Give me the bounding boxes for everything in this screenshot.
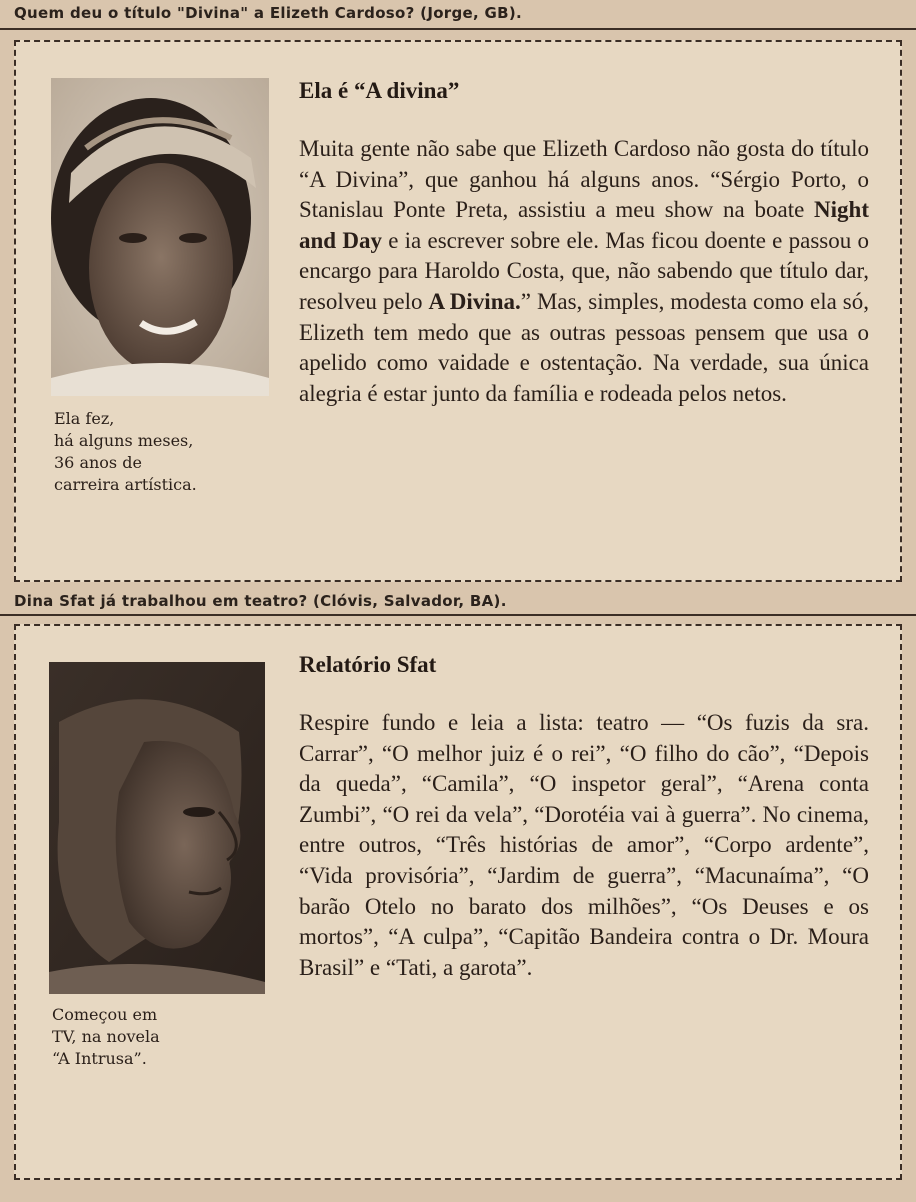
- question-2: Dina Sfat já trabalhou em teatro? (Clóvis, Salvador, BA).: [14, 592, 507, 610]
- body-text: e ia escrever sobre ele. Mas ficou doente e passou o encargo para Haroldo Costa, que, não sabendo que título dar, resolveu pelo: [299, 227, 869, 314]
- photo-dina-sfat: [49, 662, 265, 994]
- article-body-1: [299, 134, 869, 409]
- answer-box-2: [14, 624, 902, 1180]
- photo-caption-2: [52, 1004, 272, 1070]
- body-bold-text: Night and Day: [299, 197, 869, 253]
- divider-rule: [0, 28, 916, 30]
- article-title-2: Relatório Sfat: [299, 652, 437, 677]
- article-body-2: Respire fundo e leia a lista: teatro — “Os fuzis da sra. Carrar”, “O melhor juiz é o rei”, “O filho do cão”, “Depois da queda”, “Camila”, “O inspetor geral”, “Arena conta Zumbi”, “O rei da vela”, “Dorotéia vai à guerra”. No cinema, entre outros, “Três histórias de amor”, “Corpo ardente”, “Vida provisória”, “Jardim de guerra”, “Macunaíma”, “O barão Otelo no barato dos milhões”, “Os Deuses e os mortos”, “A culpa”, “Capitão Bandeira contra o Dr. Moura Brasil” e “Tati, a garota”.: [299, 710, 869, 980]
- photo-elizeth-cardoso: [51, 78, 269, 396]
- body-bold-text: A Divina.: [428, 288, 521, 314]
- caption-text: Começou em TV, na novela “A Intrusa”.: [52, 1005, 160, 1068]
- article-title-1: Ela é “A divina”: [299, 78, 460, 103]
- question-1: Quem deu o título "Divina" a Elizeth Cardoso? (Jorge, GB).: [14, 4, 523, 22]
- body-text: Muita gente não sabe que Elizeth Cardoso não gosta do título “A Divina”, que ganhou há alguns anos. “Sérgio Porto, o Stanislau Ponte Preta, assistiu a meu show na boate: [299, 136, 869, 223]
- caption-text: Ela fez, há alguns meses, 36 anos de carreira artística.: [54, 409, 197, 494]
- answer-box-1: [14, 40, 902, 582]
- body-text: ” Mas, simples, modesta como ela só, Elizeth tem medo que as outras pessoas pensem que usa o apelido como vaidade e ostentação. Na verdade, sua única alegria é estar junto da família e rodeada pelos netos.: [299, 288, 869, 406]
- photo-caption-1: [54, 408, 274, 496]
- divider-rule: [0, 614, 916, 616]
